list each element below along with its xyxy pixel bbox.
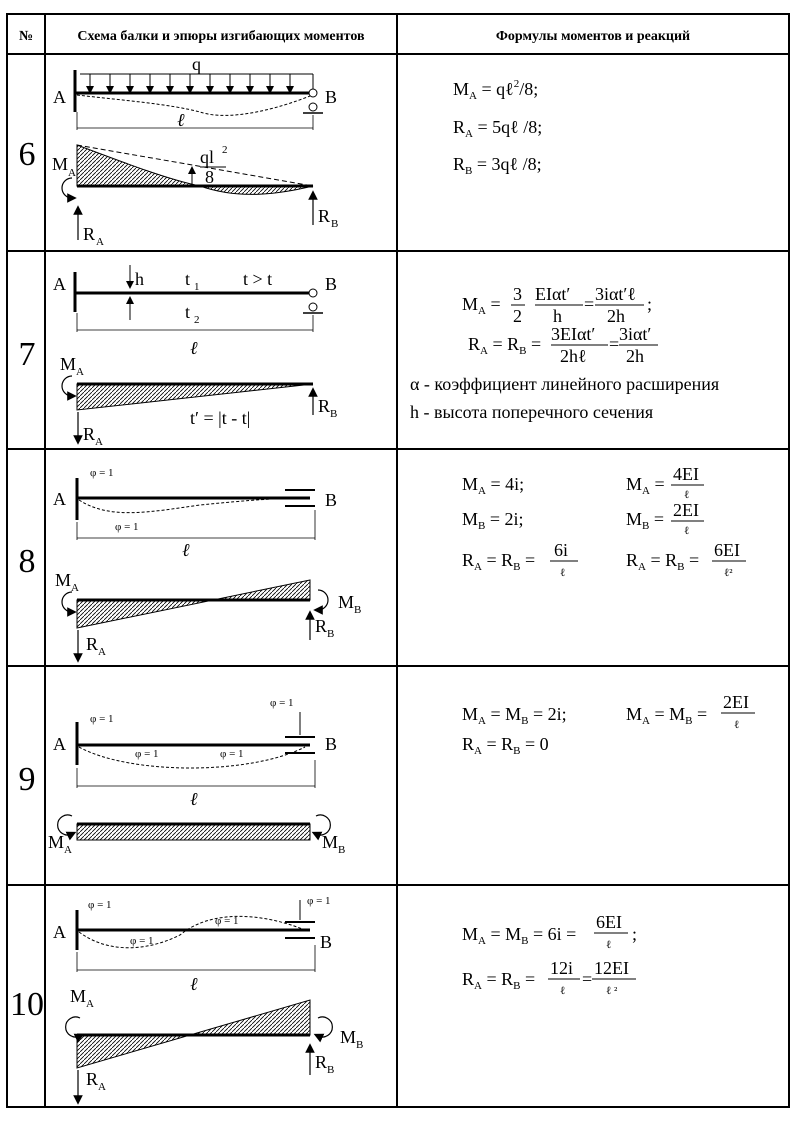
row-10-label-phiA-2: φ = 1 <box>130 935 154 947</box>
row-6-label-q: q <box>192 54 201 74</box>
row-6-label-B: B <box>325 87 338 107</box>
row-10-frac-6EI: 6EI <box>596 912 622 932</box>
row-7-formula-MA: $M_A$ = <box>462 294 501 317</box>
row-7-ma-frac2-den: h <box>553 306 562 326</box>
header-formulas: Формулы моментов и реакций <box>495 29 691 44</box>
row-6-formula-RA: $R_A$ = 5qℓ /8; <box>453 117 543 140</box>
row-9-label-MA: $M_A$ <box>48 832 72 856</box>
row-7-ma-frac1-num: 3 <box>513 284 522 304</box>
row-10-eq: = <box>582 969 593 989</box>
row-10-frac-12i-l: ℓ <box>560 985 566 997</box>
row-9-label-phiA: φ = 1 <box>90 713 114 725</box>
row-8-label-RA: $R_A$ <box>86 634 106 658</box>
row-6-diagram <box>62 70 323 240</box>
row-6-label-l: ℓ <box>177 110 185 130</box>
row-7-ma-frac3-den: 2h <box>607 306 625 326</box>
row-9-frac-2EI: 2EI <box>723 692 749 712</box>
row-6-label-8: 8 <box>205 167 214 187</box>
row-7-label-MA: $M_A$ <box>60 354 84 378</box>
row-9-label-MB: $M_B$ <box>322 832 346 856</box>
row-6-label-RA: R <box>83 224 96 244</box>
row-7-label-t2: t <box>185 302 191 322</box>
row-6-formulas <box>453 78 542 177</box>
row-10-label-MA: $M_A$ <box>70 986 94 1010</box>
row-9-label-phiB-2: φ = 1 <box>220 748 244 760</box>
row-8-label-phiA: φ = 1 <box>90 467 114 479</box>
row-8-diagram <box>62 478 328 658</box>
row-10-number: 10 <box>10 986 44 1023</box>
row-6-label-MA-sub: A <box>68 167 76 179</box>
row-7-label-RB: $R_B$ <box>318 396 338 420</box>
row-7-label-h: h <box>135 269 144 289</box>
row-9-formula-R: $R_A = R_B = 0$ <box>462 734 549 757</box>
row-8-label-RB: $R_B$ <box>315 616 335 640</box>
row-9-label-phiA-2: φ = 1 <box>135 748 159 760</box>
row-9-formula-M-EI: $M_A = M_B$ = <box>626 704 708 727</box>
row-8-label-l: ℓ <box>182 540 190 560</box>
row-10-diagram <box>66 900 333 1100</box>
row-10-semicolon: ; <box>632 924 638 944</box>
row-6-label-RB: R <box>318 206 331 226</box>
row-7-ra-frac1-num: 3EIαt′ <box>551 324 596 344</box>
row-8-label-B: B <box>325 490 338 510</box>
row-8-formula-MA-EI: $M_A$ = <box>626 474 665 497</box>
row-9-number: 9 <box>18 761 36 798</box>
row-8-number: 8 <box>18 543 36 580</box>
row-7-label-A: A <box>53 274 66 294</box>
row-10-frac-6EI-l: ℓ <box>606 939 612 951</box>
row-6-formula-RB: $R_B$ = 3qℓ /8; <box>453 154 542 177</box>
row-10-label-RB: $R_B$ <box>315 1052 335 1076</box>
row-8-frac-4EI: 4EI <box>673 464 699 484</box>
row-7-formulas <box>410 284 719 422</box>
row-6-number: 6 <box>18 136 36 173</box>
row-10-label-l: ℓ <box>190 974 198 994</box>
row-8-formula-MA-i: $M_A = 4i$; <box>462 474 525 497</box>
row-7-ma-frac1-den: 2 <box>513 306 522 326</box>
row-7-label-t2-sub: 2 <box>194 314 200 326</box>
row-8-frac-6EI-l: ℓ² <box>724 567 733 579</box>
row-8-formula-R-EI: $R_A = R_B$ = <box>626 550 700 573</box>
row-7-number: 7 <box>18 336 36 373</box>
row-7-ma-frac3-num: 3iαt′ℓ <box>595 284 636 304</box>
row-7-label-l: ℓ <box>190 338 198 358</box>
row-10-frac-12i: 12i <box>550 958 574 978</box>
header-num: № <box>18 29 34 44</box>
row-7-ra-frac2-den: 2h <box>626 346 644 366</box>
row-6-label-MA: M <box>52 154 69 174</box>
row-7-ra-frac2-num: 3iαt′ <box>619 324 652 344</box>
row-10-formula-R: $R_A = R_B$ = <box>462 969 536 992</box>
row-8-label-MA: $M_A$ <box>55 570 79 594</box>
row-10-label-phiA: φ = 1 <box>88 899 112 911</box>
row-7-label-t1gt2: t > t <box>243 269 273 289</box>
row-6-label-ql2: ql <box>200 147 215 167</box>
row-8-frac-4EI-l: ℓ <box>684 489 690 501</box>
row-8-frac-2EI: 2EI <box>673 500 699 520</box>
row-8-frac-2EI-l: ℓ <box>684 525 690 537</box>
row-10-label-B: B <box>320 932 333 952</box>
row-7-eq: = <box>584 294 595 314</box>
row-7-label-t1: t <box>185 269 191 289</box>
row-7-ra-frac1-den: 2hℓ <box>560 346 587 366</box>
row-9-label-A: A <box>53 734 66 754</box>
row-9-label-phiB: φ = 1 <box>270 697 294 709</box>
row-6-label-A: A <box>53 87 66 107</box>
row-10-label-phiB-2: φ = 1 <box>215 915 239 927</box>
row-7-alpha-note: α - коэффициент линейного расширения <box>410 374 720 394</box>
row-8-frac-6EI: 6EI <box>714 540 740 560</box>
row-7-h-note: h - высота поперечного сечения <box>410 402 654 422</box>
row-7-eq2: = <box>609 334 620 354</box>
row-10-frac-12EI-l: ℓ ² <box>606 985 618 997</box>
row-9-frac-l: ℓ <box>734 719 740 731</box>
row-8-label-MB: $M_B$ <box>338 592 362 616</box>
row-7-formula-RA: $R_A = R_B$ = <box>468 334 542 357</box>
row-10-label-MB: $M_B$ <box>340 1027 364 1051</box>
row-9-formula-M-i: $M_A = M_B = 2i$; <box>462 704 567 727</box>
row-6-label-sq: 2 <box>222 144 228 156</box>
header-scheme: Схема балки и эпюры изгибающих моментов <box>77 29 365 44</box>
row-10-label-A: A <box>53 922 66 942</box>
row-6-label-RA-sub: A <box>96 236 104 248</box>
row-7-label-tprime: t′ = |t - t| <box>190 408 251 428</box>
row-10-formula-M: $M_A = M_B = 6i$ = <box>462 924 577 947</box>
row-8-label-A: A <box>53 489 66 509</box>
row-8-frac-l: ℓ <box>560 567 566 579</box>
row-8-frac-6i: 6i <box>554 540 569 560</box>
row-9-label-B: B <box>325 734 338 754</box>
row-10-label-RA: $R_A$ <box>86 1069 106 1093</box>
row-7-label-B: B <box>325 274 338 294</box>
row-10-frac-12EI: 12EI <box>594 958 629 978</box>
row-8-label-phiA-2: φ = 1 <box>115 521 139 533</box>
row-7-label-RA: $R_A$ <box>83 424 103 448</box>
row-7-label-t1-sub: 1 <box>194 281 200 293</box>
row-9-diagram <box>58 712 331 840</box>
row-8-formulas <box>462 464 746 579</box>
row-8-formula-MB-i: $M_B = 2i$; <box>462 509 524 532</box>
row-10-formulas <box>462 912 637 997</box>
row-7-semicolon: ; <box>647 294 653 314</box>
row-8-formula-MB-EI: $M_B$ = <box>626 509 665 532</box>
row-9-label-l: ℓ <box>190 789 198 809</box>
row-10-label-phiB: φ = 1 <box>307 895 331 907</box>
row-9-formulas <box>462 692 755 757</box>
row-6-label-RB-sub: B <box>331 218 339 230</box>
row-6-formula-MA: $M_A$ = qℓ$^2$/8; <box>453 78 539 102</box>
row-7-ma-frac2-num: EIαt′ <box>535 284 571 304</box>
row-8-formula-R-i: $R_A = R_B$ = <box>462 550 536 573</box>
